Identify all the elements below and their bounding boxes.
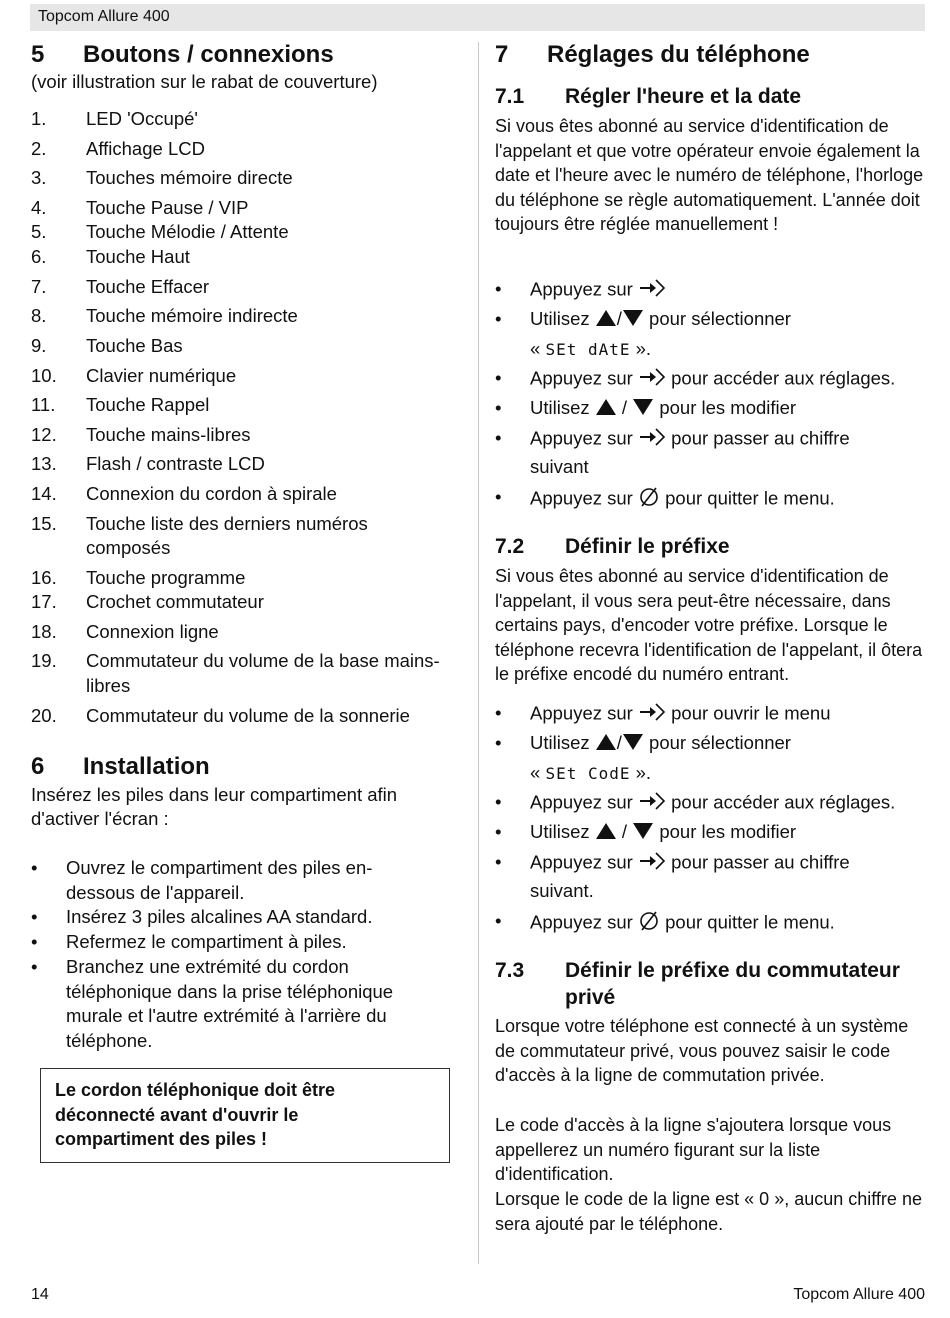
- quote-open: «: [530, 338, 541, 359]
- step-text: Utilisez: [530, 821, 590, 842]
- up-arrow-icon: [595, 822, 617, 845]
- down-arrow-icon: [622, 309, 644, 332]
- item-number: 15.: [31, 513, 57, 534]
- bullet: •: [495, 732, 502, 753]
- menu-enter-icon: [638, 702, 666, 727]
- cancel-icon: [638, 486, 660, 513]
- subsection-title-continued: privé: [565, 986, 616, 1009]
- step-text: pour passer au chiffre: [671, 851, 850, 873]
- item-number: 17.: [31, 591, 57, 612]
- bullet: •: [495, 397, 502, 418]
- item-number: 16.: [31, 567, 57, 588]
- section-number: 7: [495, 41, 509, 68]
- section-title: Installation: [83, 753, 210, 780]
- section-7-2-paragraph: Si vous êtes abonné au service d'identification de l'appelant, il vous sera peut-être nécessaire, dans certains pays, d'encoder votre préfixe. Lorsque le téléphone recevra l'identification de l'appelant, il ôtera le préfixe encodé du numéro entrant.: [495, 566, 923, 685]
- item-label: Touche Pause / VIP: [86, 197, 249, 218]
- down-arrow-icon: [632, 398, 654, 421]
- item-number: 6.: [31, 246, 47, 267]
- item-number: 19.: [31, 650, 57, 671]
- step-text: Utilisez: [530, 308, 590, 329]
- footer-title: Topcom Allure 400: [793, 1286, 925, 1303]
- section-7-3-paragraph-2: Le code d'accès à la ligne s'ajoutera lorsque vous appellerez un numéro figurant sur la liste d'identification.: [495, 1115, 892, 1185]
- header-title: Topcom Allure 400: [38, 8, 170, 25]
- subsection-number: 7.1: [495, 85, 525, 108]
- page-number: 14: [31, 1286, 49, 1303]
- item-label: Touche Rappel: [86, 394, 210, 415]
- lcd-label-line: [530, 762, 651, 784]
- step-text: Utilisez: [530, 397, 590, 418]
- item-number: 10.: [31, 365, 57, 386]
- cancel-icon: [638, 910, 660, 937]
- bullet: •: [31, 956, 38, 977]
- item-number: 8.: [31, 305, 47, 326]
- lcd-text: SEt CodE: [545, 764, 631, 783]
- column-divider: [478, 42, 479, 1264]
- bullet: •: [495, 427, 502, 448]
- item-label: Commutateur du volume de la base mains-: [86, 650, 440, 671]
- item-label: Clavier numérique: [86, 365, 237, 386]
- step-text: Appuyez sur: [530, 487, 633, 509]
- step-text: téléphone.: [66, 1029, 153, 1051]
- step-text: murale et l'autre extrémité à l'arrière du: [66, 1005, 387, 1027]
- step-text: Appuyez sur: [530, 367, 633, 389]
- step-text: dessous de l'appareil.: [66, 881, 245, 903]
- slash: /: [616, 308, 622, 329]
- up-arrow-icon: [595, 733, 617, 756]
- item-label: Touche mains-libres: [86, 424, 251, 445]
- step-text: Appuyez sur: [530, 911, 633, 933]
- bullet: •: [31, 931, 38, 952]
- item-label: Touche Bas: [86, 335, 183, 356]
- section-number: 6: [31, 753, 45, 780]
- lcd-text: SEt dAtE: [545, 340, 631, 359]
- item-number: 2.: [31, 138, 47, 159]
- menu-enter-icon: [638, 851, 666, 876]
- step-text: pour les modifier: [659, 821, 797, 842]
- item-number: 3.: [31, 167, 47, 188]
- item-number: 20.: [31, 705, 57, 726]
- item-label: Affichage LCD: [86, 138, 205, 159]
- bullet: •: [495, 821, 502, 842]
- item-number: 11.: [31, 394, 56, 415]
- step-continuation: suivant: [530, 456, 589, 477]
- item-label: Touches mémoire directe: [86, 167, 293, 188]
- step-text: pour les modifier: [659, 397, 797, 418]
- subsection-title: Définir le préfixe: [565, 535, 730, 558]
- warning-text: Le cordon téléphonique doit être déconnecté avant d'ouvrir le compartiment des piles !: [55, 1080, 336, 1149]
- item-number: 5.: [31, 221, 47, 242]
- warning-notice: [40, 1068, 450, 1163]
- menu-enter-icon: [638, 278, 666, 303]
- item-number: 4.: [31, 197, 47, 218]
- step-text: Insérez 3 piles alcalines AA standard.: [66, 906, 373, 927]
- item-label: Crochet commutateur: [86, 591, 264, 612]
- step-text: Refermez le compartiment à piles.: [66, 931, 347, 952]
- quote-close: ».: [635, 338, 652, 359]
- menu-enter-icon: [638, 791, 666, 816]
- section-title: Boutons / connexions: [83, 41, 334, 68]
- step-text: Branchez une extrémité du cordon: [66, 956, 349, 977]
- subsection-number: 7.3: [495, 959, 525, 982]
- up-arrow-icon: [595, 398, 617, 421]
- bullet: •: [495, 851, 502, 872]
- item-number: 14.: [31, 483, 57, 504]
- item-label: Touche mémoire indirecte: [86, 305, 298, 326]
- installation-intro-line1: Insérez les piles dans leur compartiment afin: [31, 784, 398, 805]
- lcd-label-line: [530, 338, 651, 360]
- bullet: •: [495, 367, 502, 388]
- section-title: Réglages du téléphone: [547, 41, 810, 68]
- subsection-number: 7.2: [495, 535, 525, 558]
- slash: /: [621, 821, 628, 842]
- section-number: 5: [31, 41, 45, 68]
- quote-open: «: [530, 762, 541, 783]
- step-text: pour passer au chiffre: [671, 427, 850, 449]
- step-text: Ouvrez le compartiment des piles en-: [66, 857, 373, 878]
- bullet: •: [495, 278, 502, 299]
- item-label: Flash / contraste LCD: [86, 453, 265, 474]
- step-text: pour accéder aux réglages.: [671, 791, 896, 813]
- bullet: •: [31, 857, 38, 878]
- up-arrow-icon: [595, 309, 617, 332]
- page-header: [30, 4, 925, 31]
- section-7-1-paragraph: Si vous êtes abonné au service d'identification de l'appelant et que votre opérateur envoie également la date et l'heure avec le numéro de téléphone, l'horloge du téléphone se règle automatiquement. L'année doit toujours être réglée manuellement !: [495, 116, 924, 235]
- step-text: pour sélectionner: [649, 308, 791, 329]
- item-number: 9.: [31, 335, 47, 356]
- step-text: Appuyez sur: [530, 851, 633, 873]
- quote-close: ».: [635, 762, 652, 783]
- item-number: 12.: [31, 424, 57, 445]
- slash: /: [621, 397, 628, 418]
- item-number: 18.: [31, 621, 57, 642]
- step-text: téléphonique dans la prise téléphonique: [66, 980, 394, 1002]
- step-text: pour ouvrir le menu: [671, 702, 831, 724]
- step-text: Appuyez sur: [530, 791, 633, 813]
- section-7-3-paragraph-3: Lorsque le code de la ligne est « 0 », aucun chiffre ne sera ajouté par le téléphone.: [495, 1189, 922, 1234]
- step-text: pour accéder aux réglages.: [671, 367, 896, 389]
- item-label: Connexion du cordon à spirale: [86, 483, 337, 504]
- item-number: 7.: [31, 276, 47, 297]
- item-number: 1.: [31, 108, 47, 129]
- menu-enter-icon: [638, 427, 666, 452]
- bullet: •: [495, 486, 502, 507]
- item-label: Touche Effacer: [86, 276, 210, 297]
- item-label: Touche Mélodie / Attente: [86, 221, 289, 242]
- item-label: LED 'Occupé': [86, 108, 198, 129]
- step-text: pour quitter le menu.: [665, 487, 835, 509]
- step-text: pour quitter le menu.: [665, 911, 835, 933]
- item-label: Commutateur du volume de la sonnerie: [86, 705, 410, 726]
- bullet: •: [495, 702, 502, 723]
- section-5-subtitle: (voir illustration sur le rabat de couverture): [31, 71, 378, 92]
- item-label-continued: composés: [86, 537, 171, 558]
- bullet: •: [495, 910, 502, 931]
- step-text: pour sélectionner: [649, 732, 791, 753]
- item-label: Touche Haut: [86, 246, 190, 267]
- subsection-title: Régler l'heure et la date: [565, 85, 802, 108]
- item-label: Touche programme: [86, 567, 246, 588]
- step-text: Appuyez sur: [530, 702, 633, 724]
- bullet: •: [31, 906, 38, 927]
- step-text: Appuyez sur: [530, 427, 633, 449]
- slash: /: [616, 732, 622, 753]
- subsection-title: Définir le préfixe du commutateur: [565, 959, 900, 982]
- section-7-3-paragraph-1: Lorsque votre téléphone est connecté à un système de commutateur privé, vous pouvez saisir le code d'accès à la ligne de commutation privée.: [495, 1016, 909, 1086]
- item-label: Connexion ligne: [86, 621, 219, 642]
- down-arrow-icon: [632, 822, 654, 845]
- step-continuation: suivant.: [530, 880, 594, 901]
- item-label-continued: libres: [86, 675, 131, 696]
- item-number: 13.: [31, 453, 57, 474]
- down-arrow-icon: [622, 733, 644, 756]
- step-text: Appuyez sur: [530, 278, 633, 300]
- step-text: Utilisez: [530, 732, 590, 753]
- installation-intro-line2: d'activer l'écran :: [31, 808, 169, 829]
- bullet: •: [495, 308, 502, 329]
- menu-enter-icon: [638, 367, 666, 392]
- bullet: •: [495, 791, 502, 812]
- item-label: Touche liste des derniers numéros: [86, 513, 368, 534]
